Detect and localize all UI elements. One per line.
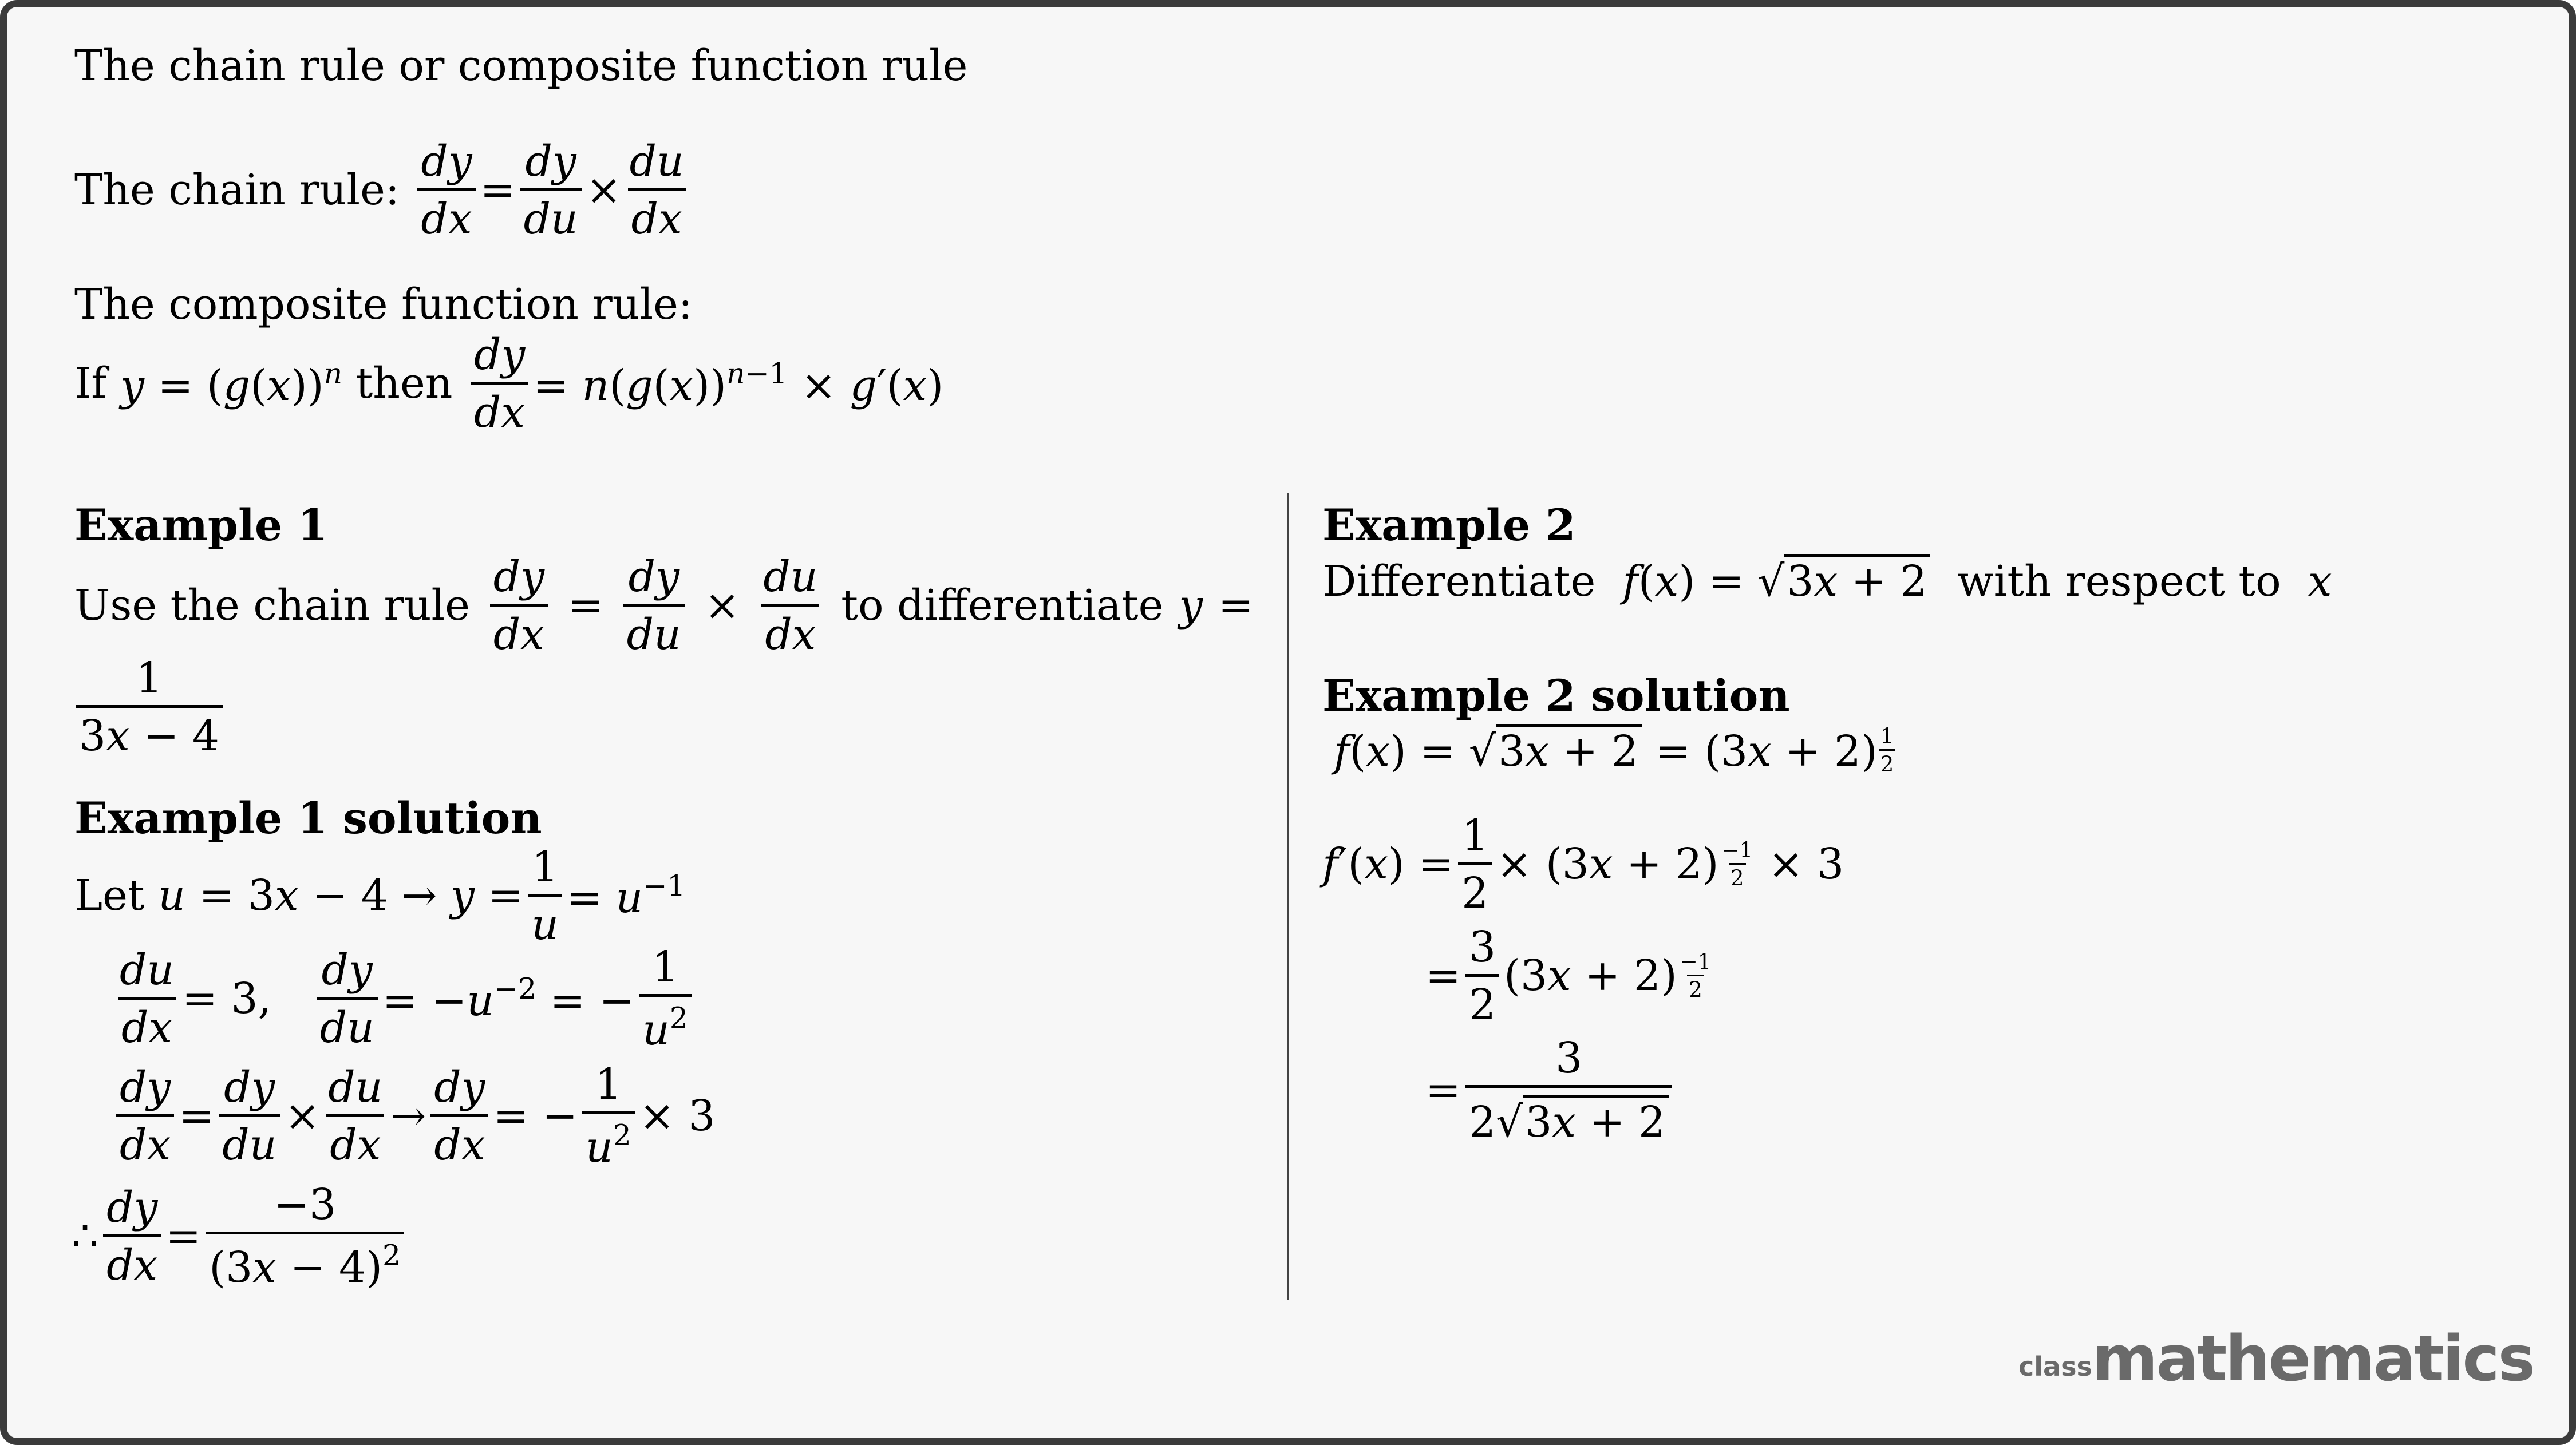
formula-fraction: $\frac{dy}{du}$ [520, 140, 582, 240]
logo-name: mathematics [2092, 1322, 2534, 1395]
solution2-answer: = $\frac{3}{2√3x + 2}$ [1425, 1033, 1677, 1147]
solution1-line1: Let u = 3x − 4 → y = $\frac{1}{u}$ = $u^{-1}$ [74, 842, 686, 949]
formula-fraction: $\frac{du}{dx}$ [325, 1066, 386, 1166]
formula-fraction: $\frac{dy}{du}$ [317, 949, 378, 1049]
classmathematics-logo [2018, 1322, 2534, 1408]
formula-fraction: $\frac{dy}{dx}$ [471, 334, 528, 434]
formula-fraction: $\frac{dy}{dx}$ [430, 1066, 488, 1166]
formula-fraction: $\frac{du}{dx}$ [626, 140, 688, 240]
let-word: Let [74, 871, 145, 920]
chain-rule-label: The chain rule: [74, 165, 400, 215]
if-word: If [74, 359, 107, 408]
chain-rule-line: The chain rule: $\frac{dy}{dx}$ = $\frac{dy}{du}$ × $\frac{du}{dx}$ [74, 133, 692, 247]
formula-fraction: 1 3x − 4 [76, 657, 223, 757]
formula-fraction: $\frac{du}{dx}$ [116, 949, 177, 1049]
formula-fraction: $\frac{1}{u^2}$ [582, 1063, 635, 1169]
formula-fraction: $\frac{1}{u}$ [528, 846, 562, 946]
formula-fraction: $\frac{dy}{dx}$ [417, 140, 475, 240]
page-title: The chain rule or composite function rule [74, 41, 968, 90]
formula-fraction: $\frac{3}{2}$ [1465, 926, 1499, 1026]
formula-fraction: $\frac{-3}{(3x - 4)^2}$ [206, 1183, 404, 1289]
formula-fraction: $\frac{dy}{du}$ [219, 1066, 280, 1166]
formula-fraction: $\frac{dy}{du}$ [623, 556, 685, 656]
example2-differentiate-text: Differentiate [1322, 557, 1596, 606]
formula-fraction: $\frac{dy}{dx}$ [116, 1066, 174, 1166]
example2-question: Differentiate f(x) = √3x + 2 with respect to x [1322, 554, 2332, 603]
example2-with-respect-text: with respect to [1957, 557, 2281, 606]
solution1-line3: $\frac{dy}{dx}$ = $\frac{dy}{du}$ × $\frac{du}{dx}$ → $\frac{dy}{dx}$ = − $\frac{1}{u^2}$ × 3 [112, 1059, 715, 1173]
solution2-line3: = $\frac{3}{2}$ (3x + 2) −1 2 [1425, 922, 1712, 1030]
example1-question: Use the chain rule $\frac{dy}{dx}$ = $\frac{dy}{du}$ × $\frac{du}{dx}$ to differentiate y = [74, 552, 1254, 659]
example1-heading: Example 1 [74, 500, 328, 551]
solution1-line2: $\frac{du}{dx}$ = 3, $\frac{dy}{du}$ = $-u^{-2}$ = − $\frac{1}{u^2}$ [112, 941, 696, 1056]
formula-fraction: $\frac{1}{2}$ [1458, 814, 1492, 914]
example2-heading: Example 2 [1322, 500, 1576, 551]
example1-function [71, 650, 227, 764]
formula-fraction: $\frac{du}{dx}$ [760, 556, 821, 656]
formula-fraction: $\frac{1}{u^2}$ [639, 946, 692, 1051]
composite-rule-formula: If $y = (g(x))^n$ then $\frac{dy}{dx}$ = $n(g(x))^{n-1} \times g'(x)$ [74, 330, 944, 437]
example1-use-text: Use the chain rule [74, 581, 470, 630]
example2-solution-heading: Example 2 solution [1322, 670, 1790, 721]
example1-solution-heading: Example 1 solution [74, 793, 542, 844]
then-word: then [355, 359, 453, 408]
solution2-line1: f(x) = √3x + 2 = (3x + 2) $\frac{1}{2}$ [1334, 724, 1895, 775]
formula-fraction: $\frac{dy}{dx}$ [103, 1186, 161, 1286]
solution2-line2: f′(x) = $\frac{1}{2}$ × (3x + 2) $\frac{-1}{2}$ × 3 [1322, 810, 1844, 918]
composite-rule-label: The composite function rule: [74, 280, 693, 329]
solution1-answer: ∴ $\frac{dy}{dx}$ = $\frac{-3}{(3x - 4)^2}$ [72, 1179, 409, 1293]
example1-to-diff-text: to differentiate [841, 581, 1164, 630]
formula-fraction: $\frac{3}{2√3x + 2}$ [1465, 1037, 1672, 1143]
column-divider [1287, 493, 1289, 1300]
logo-prefix: class [2018, 1351, 2092, 1382]
formula-fraction: $\frac{dy}{dx}$ [490, 556, 548, 656]
